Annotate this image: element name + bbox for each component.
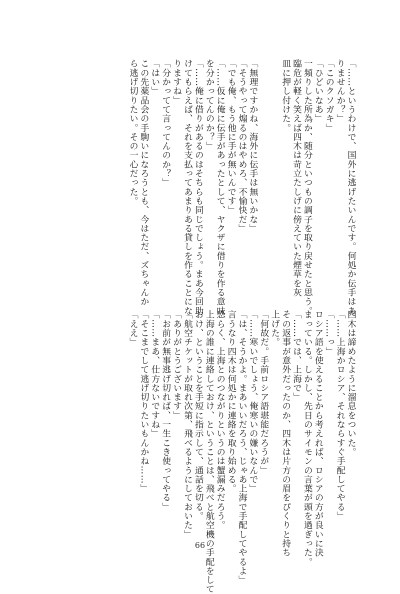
text-column: 「は、そうかよ。まあいいだろう、じゃあ上海で手配してやるよ」: [236, 310, 247, 585]
text-column: 「そうやって煽るのはやめろ、不愉快だ」: [236, 59, 247, 233]
text-column: 「何故だ。手前ロシア語堪能だろうが」: [258, 310, 269, 475]
text-column: 「……では、上海で」: [291, 310, 301, 402]
text-column: 「航空チケットが取れ次第、飛べるようにしておいた」: [182, 310, 192, 539]
text-column: 「分かってて言ってんのか？」: [160, 59, 171, 188]
text-column: ら逃げ切りたい。その一心だった。: [127, 59, 138, 206]
text-column: 皿に押し付けた。: [280, 59, 291, 133]
text-column: りますね」: [171, 59, 182, 105]
text-column: 言うなり四木は何処かに連絡を取り始める。: [225, 310, 236, 493]
text-column: この先薬品会の手駒いになろうとも、今はただ、ズちゃんか: [138, 59, 149, 307]
text-column: 上げた。: [269, 310, 280, 347]
text-column: りませんか？」: [334, 59, 345, 124]
text-column: おけ、ということを手短に指示して、通話を切る。: [192, 310, 203, 521]
text-column: けてもらえば、それを支払ってあまりある貸しを作ることにな: [182, 59, 192, 316]
text-column: 「お前が無事逃げ切れば、一生こき使ってやる」: [160, 310, 171, 512]
text-column: を分かってんのか？」: [203, 59, 214, 151]
text-column: その返事が意外だったのか、四木は片方の眉をぴくりと持ち: [280, 310, 291, 558]
text-column: 「そこまでして逃げ切りたいもんかね……」: [138, 310, 149, 493]
text-column: 「ええ」: [127, 310, 138, 347]
text-column: まっている。しかし、先日のサイモンの言葉が頭を過ぎった。: [301, 310, 312, 567]
text-column: 臨危が軽く笑えば四木は苛立たしげに傍えていた煙草を灰: [291, 59, 301, 297]
text-column: 上海の誰に連絡しておけ、ということは、飛べと航空機の手配をして: [203, 310, 214, 594]
text-column: 「……というわけで、国外に逃げたいんです。何処か伝手はあ: [345, 59, 356, 316]
text-column: 「……寒いでしょう、俺寒いの嫌いなんで」: [247, 310, 258, 493]
text-column: 「このクソガキ」: [323, 59, 334, 133]
text-column: 「でも俺、もう他に手が無いんです」: [225, 59, 236, 215]
text-column: 「……俺に借りがあるのはそちらも同じでしょう。まあ今回助: [192, 59, 203, 316]
text-column: 恐らく、上海とのつながりというのは蟹漏みだろう。: [214, 310, 225, 530]
text-column: 「……っ」: [323, 310, 334, 356]
text-column: 「……まあ、仕方ないですね」: [149, 310, 160, 439]
text-column: 「はい」: [149, 59, 160, 96]
page-number: 66: [194, 541, 206, 550]
text-column: 一頻りした所為か、随分といつもの調子を取り戻せたと思う。: [301, 59, 312, 316]
text-column: 「ひどいなあ」: [312, 59, 323, 124]
text-column: 「……上海かロシア、それならすぐ手配してやる」: [334, 310, 345, 521]
text-column: 四木は諦めたように溜息をついた。: [345, 310, 356, 457]
text-column: 「ありがとうございます」: [171, 310, 182, 420]
text-column: 「……仮に俺に伝手があったとして、ヤクザに借りを作る意味: [214, 59, 225, 316]
text-column: 「無理ですかね、海外に伝手は無いかな」: [247, 59, 258, 233]
text-column: ロシア語を使えることから考えれば、ロシアの方が良いに決: [312, 310, 323, 558]
